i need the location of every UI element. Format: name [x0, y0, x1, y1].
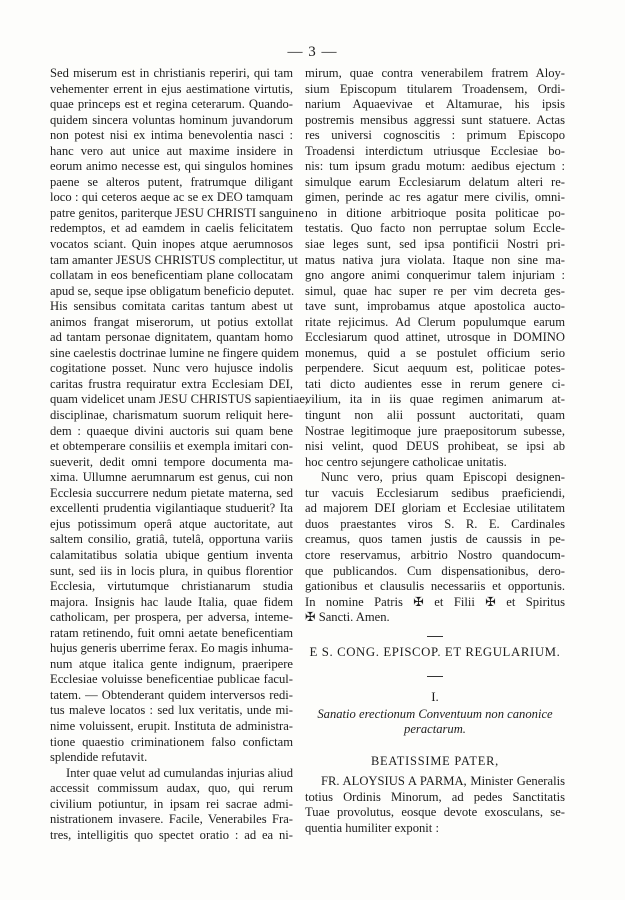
text-line: sine caelestis doctrinae lumine ne fingere quidem	[50, 345, 299, 360]
text-line: creamus, quos tamen justis de caussis in pe-	[305, 532, 565, 547]
text-line: redemptos, et ad eamdem in caelis felicitatem	[50, 221, 293, 236]
text-line: Ecclesiae voluisse beneficentiae publicae facul-	[50, 672, 293, 687]
left-column	[50, 66, 309, 843]
text-line: non potest nisi ex intima benevolentia nasci :	[50, 128, 293, 143]
text-line: res universi cognoscitis : primum Episcopo	[305, 128, 565, 143]
text-line: nis: tum ipsum gradu motum: aedibus ejectum :	[305, 159, 565, 174]
text-line: gno angore animi conquerimur talem injuriam :	[305, 268, 565, 283]
text-line: tati dicto audientes esse in rerum genere ci-	[305, 376, 565, 391]
text-line: Nunc vero, prius quam Episcopi designen-	[321, 470, 565, 485]
text-line: Sed miserum est in christianis reperiri, qui tam	[50, 66, 293, 80]
text-line: duos praestantes viros S. R. E. Cardinales	[305, 516, 565, 531]
text-line: quidem sincera voluntas hominum juvandorum	[50, 112, 293, 127]
text-line: hoc centro sejungere catholicae unitatis.	[305, 454, 507, 469]
text-line: hanc vero aut unice aut maxime insidere in	[50, 143, 293, 158]
text-line: quentia humiliter exponit :	[305, 820, 439, 835]
text-line: simulque earum Ecclesiarum delatum alteri re-	[305, 174, 565, 189]
text-line: collatam in eos beneficentiam plane collocatam	[50, 268, 293, 283]
text-line: gationibus et clausulis necessariis et opportunis.	[305, 579, 565, 594]
text-line: ctore reservamus, arbitrio Nostro quandocum-	[305, 547, 565, 562]
page-number: — 3 —	[287, 44, 338, 60]
text-line: majora. Insignis hac laude Italia, quae fidem	[50, 594, 293, 609]
text-line: cogitatione posset. Nunc vero hujusce indolis	[50, 361, 293, 376]
text-line: totius Ordinis Minorum, ad pedes Sanctitatis	[305, 789, 565, 804]
text-line: sium Episcopum titularem Troadensem, Ordi-	[305, 81, 565, 96]
text-line: hujus generis uberrime ferax. Eo magis inhuma-	[50, 641, 294, 656]
text-line: tam amanter JESUS CHRISTUS complectitur, ut	[50, 252, 298, 267]
text-line: siae leges sunt, sed ipsa pontificii Nostri pri-	[305, 237, 565, 252]
text-line: quae princeps est et regina ceterarum. Quando-	[50, 97, 293, 112]
text-line: Ecclesia, virtutumque christianarum studia	[50, 579, 293, 594]
text-line: vehementer errent in ejus aestimatione virtutis,	[50, 81, 293, 96]
text-line: postremis mensibus aggressi sunt statuere. Actas	[305, 112, 565, 127]
text-line: et obtemperare consiliis et exempla imitari con-	[50, 439, 293, 454]
text-line: nisi velint, quod DEUS prohibeat, se ipsi ab	[305, 439, 565, 454]
section-subtitle	[305, 707, 565, 738]
text-line: sueverit, dedit omni tempore documenta ma-	[50, 454, 293, 469]
text-line: paene se alteros putent, fratrumque diligant	[50, 174, 293, 189]
text-line: ratam retinendo, fuit omni aetate beneficentiam	[50, 625, 293, 640]
text-line: disciplinae, charismatum suorum reliquit here-	[50, 408, 293, 423]
text-line: tione quaestio criminationem falso confictam	[50, 734, 293, 749]
text-line: tres, intelligitis quo spectet oratio : ad ea ni-	[50, 827, 293, 842]
text-line: sunt, sed iis in locis plura, in quibus florentior	[50, 563, 293, 578]
text-line: splendide refutavit.	[50, 750, 148, 765]
text-line: eorum animo necesse est, qui singulos homines	[50, 159, 293, 174]
text-line: ritate rejicimus. Ad Clerum populumque earum	[305, 314, 565, 329]
text-line: saltem consilio, gratiâ, tutelâ, opportuna variis	[50, 532, 293, 547]
text-line: In nomine Patris ✠ et Filii ✠ et Spiritus	[305, 594, 565, 609]
text-line: ejus potissimum operâ atque auctoritate, aut	[50, 516, 293, 531]
text-line: tingunt non alii possunt auctoritati, quam	[305, 408, 565, 423]
text-line: caritas frustra requiratur extra Ecclesiam DEI,	[50, 376, 293, 391]
separator-rule	[427, 636, 443, 637]
text-line: excellenti prudentia vigilantiaque studuerit? Ita	[50, 501, 293, 516]
text-line: accessit commissum audax, quo, qui rerum	[50, 781, 293, 796]
text-line: loco : qui ceteros aeque ac se ex DEO tamquam	[50, 190, 293, 205]
text-line: vilium, ita in iis quae regimen animarum at-	[305, 392, 565, 407]
text-line: civilium potiuntur, in ipsam rei sacrae admi-	[50, 796, 293, 811]
text-line: tatem. — Obtenderant quidem interversos redi-	[50, 687, 293, 702]
text-line: Troadensi interdictum utriusque Ecclesiae bo-	[305, 143, 565, 158]
text-line: tus maleve locatos : sed lux veritatis, unde mi-	[50, 703, 293, 718]
text-line: tave sunt, improbamus atque apostolica aucto-	[305, 299, 565, 314]
text-line: Tuae provolutus, eosque devote exosculans, se-	[305, 805, 565, 820]
text-line: ✠ Sancti. Amen.	[305, 610, 390, 625]
text-line: testatis. Quo facto non perruptae solum Eccle-	[305, 221, 565, 236]
text-line: matus nativa jura violata. Itaque non sine ma-	[305, 252, 565, 267]
text-line: apud se, seque ipse obligatum beneficio deputet.	[50, 283, 295, 298]
section-subtitle-line-1: Sanatio erectionum Conventuum non canonice	[317, 706, 553, 721]
text-line: num atque italica gente indignum, praeripere	[50, 656, 293, 671]
text-line: que publicandos. Cum dispensationibus, dero-	[305, 563, 565, 578]
text-line: no in ditione arbitrioque posita politicae po-	[305, 205, 565, 220]
text-line: calamitatibus solatia ubique gentium inventa	[50, 547, 293, 562]
text-line: simul, quae hac super re per vim decreta ges-	[305, 283, 565, 298]
text-line: ad tantam personae dignitatem, quantam homo	[50, 330, 293, 345]
text-line: monemus, quid a se postulet officium serio	[305, 345, 565, 360]
text-line: nistrationem invasere. Facile, Venerabiles Fra-	[50, 812, 293, 827]
right-column	[305, 66, 565, 837]
text-line: His sensibus comitata caritas tantum abest ut	[50, 299, 293, 314]
text-line: FR. ALOYSIUS A PARMA, Minister Generalis	[321, 774, 565, 789]
text-line: tur vacuis Ecclesiarum sedibus praeficiendi,	[305, 485, 565, 500]
right-column-body	[305, 66, 565, 626]
text-line: mirum, quae contra venerabilem fratrem Aloy-	[305, 66, 565, 80]
salutation: BEATISSIME PATER,	[370, 753, 500, 768]
text-line: narium Aquaevivae et Altamurae, his ipsis	[305, 97, 565, 112]
text-line: Nostrae legitimoque jure praepositorum subesse,	[305, 423, 565, 438]
text-line: catholicam, per prospera, per adversa, inteme-	[50, 610, 293, 625]
text-line: quam videlicet unam JESU CHRISTUS sapientiae,	[50, 392, 309, 407]
section-subtitle-line-2: peractarum.	[404, 722, 466, 737]
text-line: Ecclesia succurrere nedum pietate materna, sed	[50, 485, 293, 500]
text-line: Ecclesiarum quod attinet, utrosque in DOMINO	[305, 330, 565, 345]
text-line: animos frangat miserorum, ut potius extollat	[50, 314, 293, 329]
text-line: perpendere. Sicut aequum est, politicae potes-	[305, 361, 565, 376]
text-line: gimen, perinde ac res agatur mere civilis, omni-	[305, 190, 565, 205]
text-line: nime voluissent, erupit. Instituta de administra-	[50, 718, 293, 733]
heading-rule	[427, 676, 443, 677]
petition-text	[305, 774, 565, 836]
section-heading: E S. CONG. EPISCOP. ET REGULARIUM.	[309, 644, 561, 659]
text-line: dem : quaeque divini auctoris sui quam bene	[50, 423, 293, 438]
section-numeral: I.	[431, 689, 439, 705]
text-line: patre genitos, pariterque JESU CHRISTI sanguine	[50, 205, 304, 220]
text-line: vocatos sciant. Quin inopes atque aerumnosos	[50, 237, 293, 252]
text-line: xima. Ullumne aerumnarum est genus, cui non	[50, 470, 293, 485]
text-line: ad majorem DEI gloriam et Ecclesiae utilitatem	[305, 501, 565, 516]
text-line: Inter quae velut ad cumulandas injurias aliud	[66, 765, 293, 780]
